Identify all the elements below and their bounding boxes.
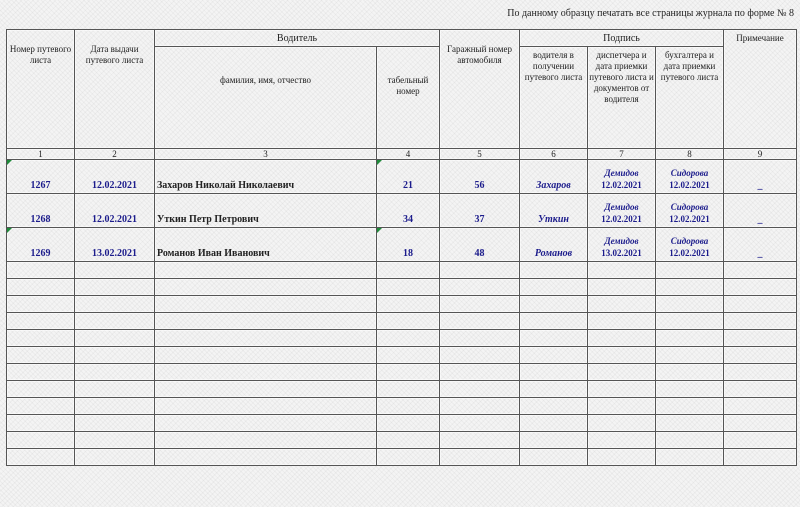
issue-date-cell[interactable]: 12.02.2021 bbox=[75, 194, 155, 228]
empty-row bbox=[7, 296, 797, 313]
comment-marker bbox=[377, 160, 382, 165]
column-number: 4 bbox=[377, 149, 440, 160]
empty-row bbox=[7, 398, 797, 415]
empty-row bbox=[7, 381, 797, 398]
column-number: 2 bbox=[75, 149, 155, 160]
driver-signature-cell[interactable]: Захаров bbox=[520, 160, 588, 194]
header-full-name: фамилия, имя, отчество bbox=[155, 47, 377, 149]
empty-row bbox=[7, 364, 797, 381]
header-driver-signature: водителя в получении путевого листа bbox=[520, 47, 588, 149]
column-number: 1 bbox=[7, 149, 75, 160]
accountant-signature-cell[interactable]: Сидорова 12.02.2021 bbox=[656, 160, 724, 194]
remark-cell[interactable]: _ bbox=[724, 228, 797, 262]
dispatcher-signature-cell[interactable]: Демидов 12.02.2021 bbox=[588, 160, 656, 194]
dispatcher-signature-cell[interactable]: Демидов 12.02.2021 bbox=[588, 194, 656, 228]
accountant-signature-cell[interactable]: Сидорова 12.02.2021 bbox=[656, 194, 724, 228]
table-row bbox=[7, 160, 797, 194]
full-name-cell[interactable]: Захаров Николай Николаевич bbox=[155, 160, 377, 194]
column-number-row bbox=[7, 149, 797, 160]
full-name-cell[interactable]: Романов Иван Иванович bbox=[155, 228, 377, 262]
header-waybill-no: Номер путевого листа bbox=[7, 30, 75, 149]
column-number: 3 bbox=[155, 149, 377, 160]
waybill-journal-table bbox=[6, 29, 797, 466]
column-number: 7 bbox=[588, 149, 656, 160]
issue-date-cell[interactable]: 13.02.2021 bbox=[75, 228, 155, 262]
comment-marker bbox=[7, 228, 12, 233]
header-garage-no: Гаражный номер автомобиля bbox=[440, 30, 520, 149]
column-number: 5 bbox=[440, 149, 520, 160]
empty-row bbox=[7, 279, 797, 296]
full-name-cell[interactable]: Уткин Петр Петрович bbox=[155, 194, 377, 228]
waybill-no-cell[interactable]: 1268 bbox=[7, 194, 75, 228]
remark-cell[interactable]: _ bbox=[724, 194, 797, 228]
garage-no-cell[interactable]: 56 bbox=[440, 160, 520, 194]
header-remark: Примечание bbox=[724, 30, 797, 149]
empty-row bbox=[7, 415, 797, 432]
header-issue-date: Дата выдачи путевого листа bbox=[75, 30, 155, 149]
empty-row bbox=[7, 432, 797, 449]
column-number: 9 bbox=[724, 149, 797, 160]
empty-row bbox=[7, 262, 797, 279]
personnel-no-cell[interactable]: 34 bbox=[377, 194, 440, 228]
comment-marker bbox=[377, 228, 382, 233]
remark-cell[interactable]: _ bbox=[724, 160, 797, 194]
personnel-no-cell[interactable]: 21 bbox=[377, 160, 440, 194]
waybill-no-cell[interactable]: 1267 bbox=[7, 160, 75, 194]
waybill-no-cell[interactable]: 1269 bbox=[7, 228, 75, 262]
header-personnel-no: табельный номер bbox=[377, 47, 440, 149]
table-row bbox=[7, 228, 797, 262]
driver-signature-cell[interactable]: Уткин bbox=[520, 194, 588, 228]
issue-date-cell[interactable]: 12.02.2021 bbox=[75, 160, 155, 194]
garage-no-cell[interactable]: 48 bbox=[440, 228, 520, 262]
empty-row bbox=[7, 313, 797, 330]
personnel-no-cell[interactable]: 18 bbox=[377, 228, 440, 262]
empty-row bbox=[7, 449, 797, 466]
accountant-signature-cell[interactable]: Сидорова 12.02.2021 bbox=[656, 228, 724, 262]
empty-row bbox=[7, 330, 797, 347]
driver-signature-cell[interactable]: Романов bbox=[520, 228, 588, 262]
print-note: По данному образцу печатать все страницы журнала по форме № 8 bbox=[507, 8, 794, 19]
garage-no-cell[interactable]: 37 bbox=[440, 194, 520, 228]
column-number: 6 bbox=[520, 149, 588, 160]
dispatcher-signature-cell[interactable]: Демидов 13.02.2021 bbox=[588, 228, 656, 262]
empty-row bbox=[7, 347, 797, 364]
header-dispatcher-signature: диспетчера и дата приемки путевого листа и документов от водителя bbox=[588, 47, 656, 149]
table-row bbox=[7, 194, 797, 228]
header-accountant-signature: бухгалтера и дата приемки путевого листа bbox=[656, 47, 724, 149]
header-signature-group: Подпись bbox=[520, 30, 724, 47]
comment-marker bbox=[7, 160, 12, 165]
column-number: 8 bbox=[656, 149, 724, 160]
header-driver-group: Водитель bbox=[155, 30, 440, 47]
